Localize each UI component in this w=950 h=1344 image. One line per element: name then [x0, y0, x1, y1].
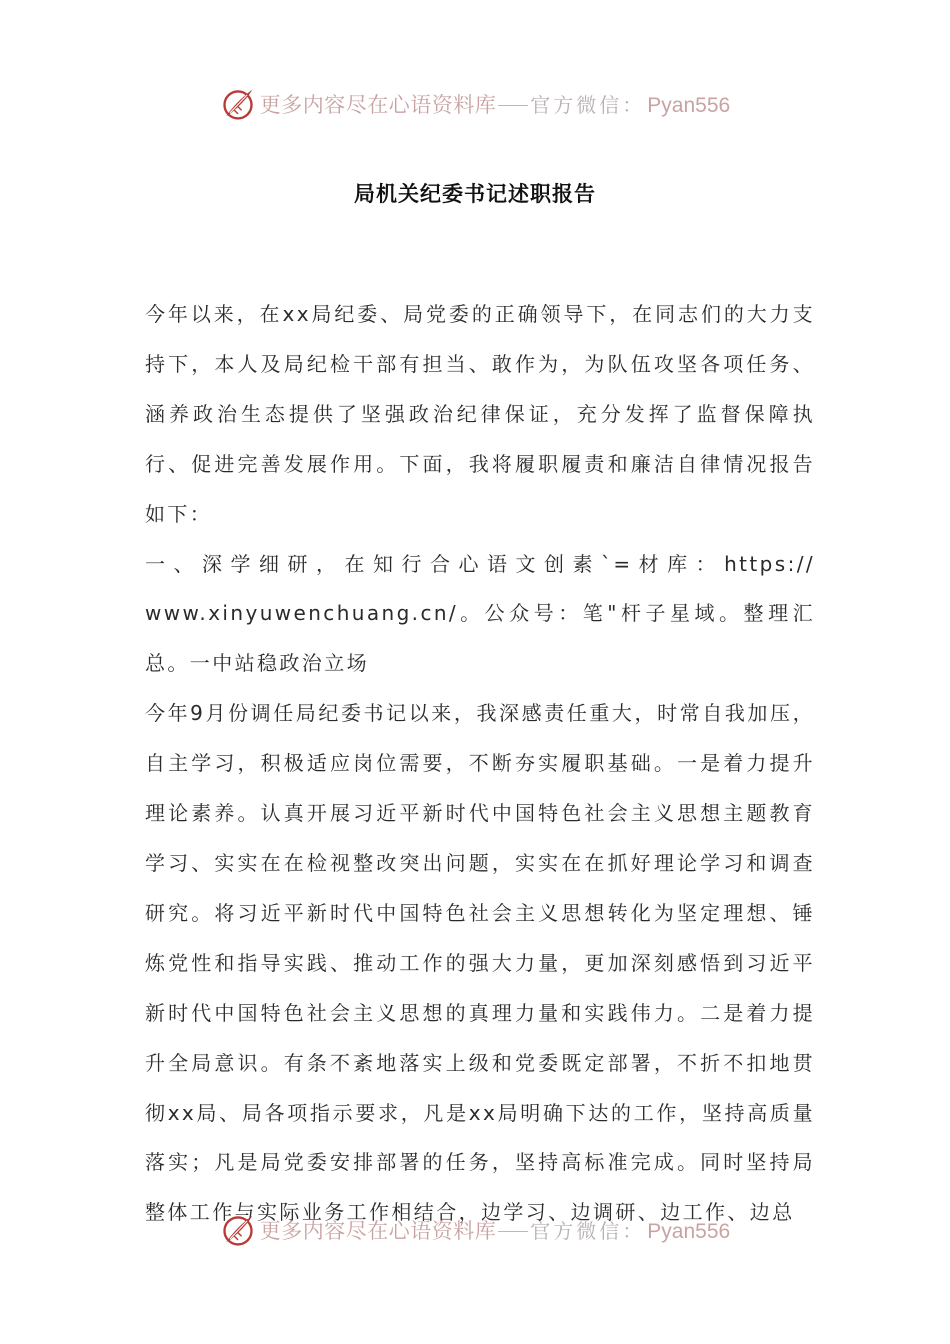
banner-main-text: 更多内容尽在心语资料库: [259, 93, 497, 117]
quill-logo-icon: [220, 1212, 256, 1248]
banner-dash-divider: [498, 1231, 528, 1232]
banner-dash-divider: [498, 105, 528, 106]
body-paragraph: 今年以来，在xx局纪委、局党委的正确领导下，在同志们的大力支持下，本人及局纪检干部有担当、敢作为，为队伍攻坚各项任务、涵养政治生态提供了坚强政治纪律保证，充分发挥了监督保障执行、促进完善发展作用。下面，我将履职履责和廉洁自律情况报告如下：: [145, 302, 815, 526]
quill-logo-icon: [220, 86, 256, 122]
banner-wechat-id: Pyan556: [647, 94, 731, 117]
banner-official-label: 官方微信：: [530, 93, 646, 117]
body-paragraph: www.xinyuwenchuang.cn/。公众号：笔"杆子星域。整理汇总。一中站稳政治立场: [145, 601, 815, 676]
document-body: [145, 290, 815, 1238]
header-watermark-banner: [0, 82, 950, 126]
banner-text: [260, 89, 730, 119]
banner-text: [260, 1215, 730, 1245]
banner-main-text: 更多内容尽在心语资料库: [259, 1219, 497, 1243]
document-title: 局机关纪委书记述职报告: [354, 182, 596, 206]
banner-official-label: 官方微信：: [530, 1219, 646, 1243]
body-paragraph: 一、深学细研，在知行合心语文创素`=材库：https://: [145, 551, 815, 576]
banner-wechat-id: Pyan556: [647, 1220, 731, 1243]
body-paragraph: 今年9月份调任局纪委书记以来，我深感责任重大，时常自我加压，自主学习，积极适应岗位需要，不断夯实履职基础。一是着力提升理论素养。认真开展习近平新时代中国特色社会主义思想主题教育学习、实实在在检视整改突出问题，实实在在抓好理论学习和调查研究。将习近平新时代中国特色社会主义思想转化为坚定理想、锤炼党性和指导实践、推动工作的强大力量，更加深刻感悟到习近平新时代中国特色社会主义思想的真理力量和实践伟力。二是着力提升全局意识。有条不紊地落实上级和党委既定部署，不折不扣地贯彻xx局、局各项指示要求，凡是xx局明确下达的工作，坚持高质量落实；凡是局党委安排部署的任务，坚持高标准完成。同时坚持局整体工作与实际业务工作相结合，边学习、边调研、边工作、边总: [145, 701, 815, 1225]
footer-watermark-banner: [0, 1208, 950, 1252]
